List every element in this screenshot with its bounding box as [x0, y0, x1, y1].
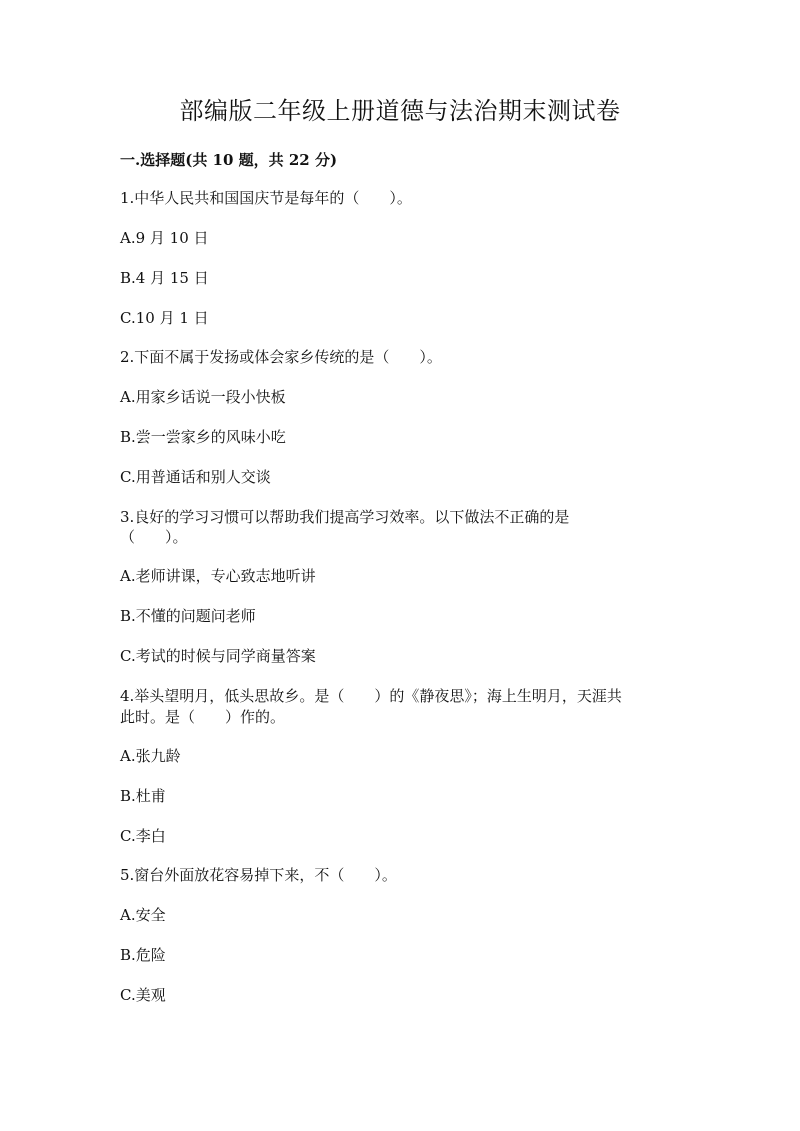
question-3-option-a: A.老师讲课，专心致志地听讲 — [120, 567, 316, 585]
question-3-option-b: B.不懂的问题问老师 — [120, 607, 256, 625]
question-2-option-a: A.用家乡话说一段小快板 — [120, 388, 286, 406]
question-2-option-c: C.用普通话和别人交谈 — [120, 468, 271, 486]
question-5-option-c: C.美观 — [120, 986, 166, 1004]
question-2-stem: 2.下面不属于发扬或体会家乡传统的是（ ）。 — [120, 348, 442, 366]
question-5-option-a: A.安全 — [120, 906, 166, 924]
question-3-stem-line-1: 3.良好的学习习惯可以帮助我们提高学习效率。以下做法不正确的是 — [120, 508, 570, 526]
section-heading: 一.选择题(共 10 题，共 22 分) — [120, 151, 338, 169]
question-1-stem: 1.中华人民共和国国庆节是每年的（ ）。 — [120, 189, 412, 207]
question-3-stem-line-2: （ ）。 — [120, 528, 188, 546]
question-3-option-c: C.考试的时候与同学商量答案 — [120, 647, 316, 665]
question-4-option-c: C.李白 — [120, 827, 166, 845]
page-title: 部编版二年级上册道德与法治期末测试卷 — [179, 97, 621, 125]
question-5-option-b: B.危险 — [120, 946, 166, 964]
question-2-option-b: B.尝一尝家乡的风味小吃 — [120, 428, 286, 446]
question-4-option-a: A.张九龄 — [120, 747, 181, 765]
question-4-stem-line-1: 4.举头望明月，低头思故乡。是（ ）的《静夜思》；海上生明月，天涯共 — [120, 687, 622, 705]
question-4-stem-line-2: 此时。是（ ）作的。 — [120, 708, 286, 726]
question-4-option-b: B.杜甫 — [120, 787, 166, 805]
question-5-stem: 5.窗台外面放花容易掉下来，不（ ）。 — [120, 866, 397, 884]
question-1-option-a: A.9 月 10 日 — [120, 229, 209, 247]
question-1-option-b: B.4 月 15 日 — [120, 269, 209, 287]
question-1-option-c: C.10 月 1 日 — [120, 309, 209, 327]
